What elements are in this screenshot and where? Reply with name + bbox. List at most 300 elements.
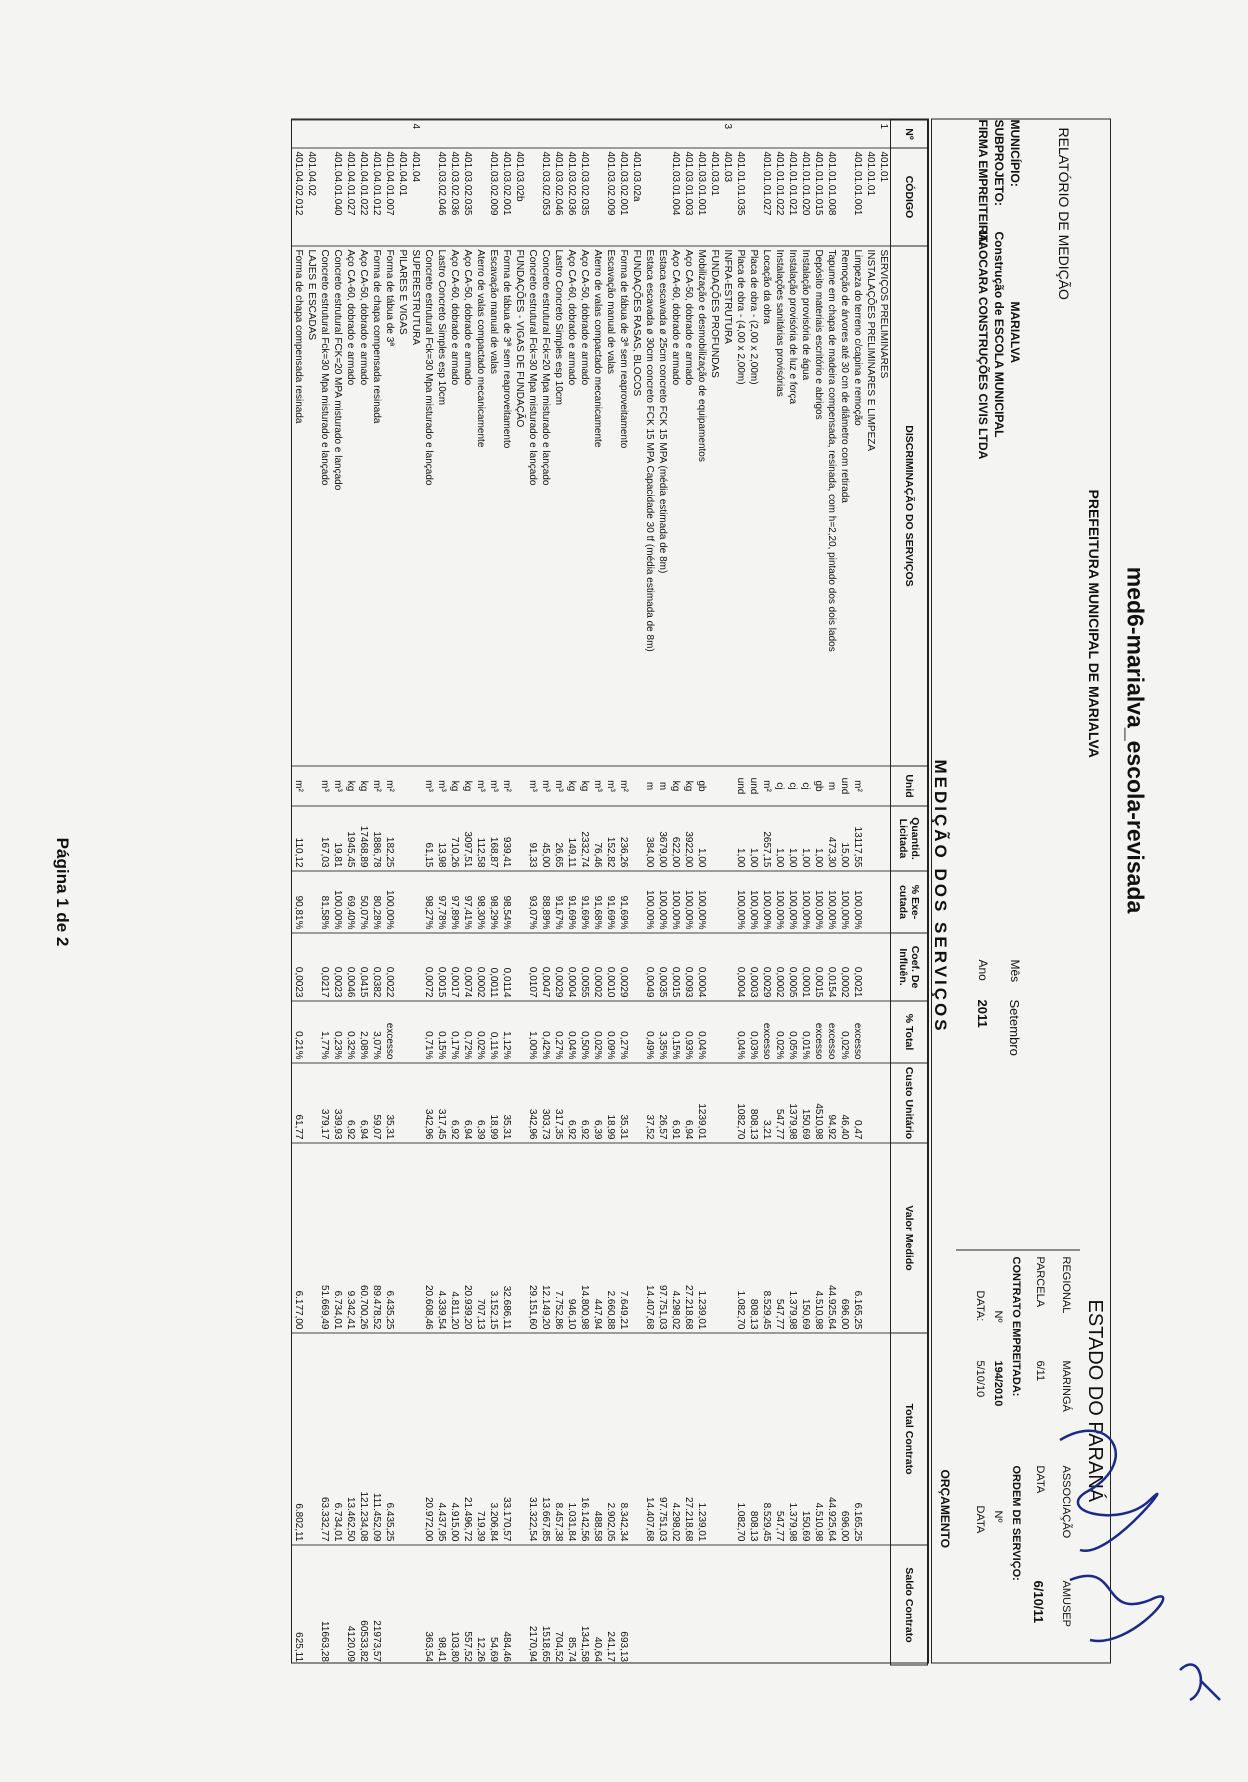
table-cell: 447,94 — [591, 1143, 604, 1333]
table-cell: Estaca escavada ø 25cm concreto FCK 15 MPA (média estimada de 8m) — [656, 246, 669, 766]
table-cell: 98,29% — [487, 871, 500, 933]
table-cell: 3 — [721, 120, 734, 148]
table-cell — [422, 120, 435, 148]
table-row — [812, 120, 825, 1665]
table-cell — [708, 806, 721, 871]
table-cell: 15,00 — [838, 806, 851, 871]
table-cell: 8.529,45 — [760, 1143, 773, 1333]
table-cell — [721, 1063, 734, 1143]
table-cell: m³ — [422, 766, 435, 806]
table-cell — [617, 120, 630, 148]
table-cell: 0,0015 — [435, 933, 448, 1001]
table-cell: 401.04.01.040 — [331, 148, 344, 246]
table-cell: 6,92 — [565, 1063, 578, 1143]
table-cell: 693,13 — [617, 1545, 630, 1665]
table-cell: 0,0015 — [669, 933, 682, 1001]
table-cell — [877, 766, 891, 806]
table-cell — [357, 120, 370, 148]
table-cell: 401.03.02.036 — [448, 148, 461, 246]
medicao-title: MEDIÇÃO DOS SERVIÇOS — [931, 759, 950, 1034]
table-cell: Aço CA-60, dobrado e armado — [565, 246, 578, 766]
table-cell — [721, 933, 734, 1001]
table-cell: 401.01.01.035 — [734, 148, 747, 246]
table-cell — [305, 1333, 318, 1545]
table-cell: gb — [695, 766, 708, 806]
table-cell: m² — [760, 766, 773, 806]
table-cell: 401.01.01.015 — [812, 148, 825, 246]
table-cell: Escavação manual de valas — [487, 246, 500, 766]
table-cell — [292, 120, 305, 148]
table-cell: 11663,28 — [318, 1545, 331, 1665]
table-cell: 100,00% — [656, 871, 669, 933]
table-cell: INSTALAÇÕES PRELIMINARES E LIMPEZA — [864, 246, 877, 766]
table-cell: 40,64 — [591, 1545, 604, 1665]
table-row — [773, 120, 786, 1665]
table-cell: Remoção de árvores até 30 cm de diâmetro com retirada — [838, 246, 851, 766]
table-cell — [864, 1333, 877, 1545]
table-cell — [396, 871, 409, 933]
table-cell — [409, 1545, 422, 1665]
table-cell: 1,00 — [799, 806, 812, 871]
table-cell: 401.03.01.004 — [669, 148, 682, 246]
table-cell: 100,00% — [682, 871, 695, 933]
table-cell — [825, 1545, 838, 1665]
table-cell: 401.04.02 — [305, 148, 318, 246]
table-cell: 12,26 — [474, 1545, 487, 1665]
table-cell: 0,0114 — [500, 933, 513, 1001]
table-cell: 6,94 — [682, 1063, 695, 1143]
table-cell: m³ — [591, 766, 604, 806]
table-cell: 401.04 — [409, 148, 422, 246]
table-cell — [331, 120, 344, 148]
table-cell: m³ — [474, 766, 487, 806]
table-cell: 1,00 — [812, 806, 825, 871]
table-cell: 27.218,68 — [682, 1143, 695, 1333]
table-cell: 97.751,03 — [656, 1143, 669, 1333]
table-cell — [877, 806, 891, 871]
table-cell: 31.322,54 — [526, 1333, 539, 1545]
table-cell: 1341,58 — [578, 1545, 591, 1665]
table-cell — [851, 120, 864, 148]
table-row — [552, 120, 565, 1665]
table-body — [292, 120, 891, 1665]
table-cell: m² — [617, 766, 630, 806]
table-cell: 0,0074 — [461, 933, 474, 1001]
table-cell: 401.03.02.046 — [435, 148, 448, 246]
table-cell — [864, 933, 877, 1001]
table-row — [617, 120, 630, 1665]
table-cell — [591, 120, 604, 148]
table-cell: 6,92 — [578, 1063, 591, 1143]
table-cell — [734, 120, 747, 148]
table-cell: 1.082,70 — [734, 1143, 747, 1333]
table-cell: 91,33 — [526, 806, 539, 871]
table-cell: 401.03.02.035 — [578, 148, 591, 246]
table-cell — [669, 120, 682, 148]
table-cell: 13117,55 — [851, 806, 864, 871]
table-cell: 6.734,01 — [331, 1143, 344, 1333]
table-cell: 1886,78 — [370, 806, 383, 871]
table-cell: 14.407,68 — [643, 1143, 656, 1333]
table-cell: 1 — [877, 120, 891, 148]
table-cell — [513, 1333, 526, 1545]
table-cell: m² — [500, 766, 513, 806]
table-cell: 6.165,25 — [851, 1143, 864, 1333]
table-cell: 0,15% — [435, 1001, 448, 1063]
table-cell — [448, 120, 461, 148]
table-cell: 0,0047 — [539, 933, 552, 1001]
table-cell: 6,92 — [448, 1063, 461, 1143]
table-cell: m² — [383, 766, 396, 806]
table-cell — [474, 148, 487, 246]
table-cell — [513, 871, 526, 933]
table-cell: 401.04.01.007 — [383, 148, 396, 246]
table-cell — [305, 1001, 318, 1063]
table-cell — [513, 766, 526, 806]
table-cell: kg — [357, 766, 370, 806]
table-row — [448, 120, 461, 1665]
table-cell — [812, 1545, 825, 1665]
table-cell: 0,0001 — [799, 933, 812, 1001]
table-cell: Aterro de valas compactado mecanicamente — [591, 246, 604, 766]
table-cell: 401.03.02.009 — [487, 148, 500, 246]
table-cell: cj — [786, 766, 799, 806]
table-cell: Forma de chapa compensada resinada — [292, 246, 305, 766]
table-cell — [513, 806, 526, 871]
table-cell — [630, 1545, 643, 1665]
table-cell: 2657,15 — [760, 806, 773, 871]
table-cell: FUNDAÇÕES - VIGAS DE FUNDAÇÃO — [513, 246, 526, 766]
table-cell: 401.03.02.035 — [461, 148, 474, 246]
table-cell: 6,94 — [461, 1063, 474, 1143]
table-cell — [838, 148, 851, 246]
table-cell — [513, 1063, 526, 1143]
table-cell — [682, 120, 695, 148]
table-cell: 401.01.01 — [864, 148, 877, 246]
table-cell — [721, 871, 734, 933]
table-cell — [396, 766, 409, 806]
table-cell: 0,0022 — [383, 933, 396, 1001]
table-cell: 1,77% — [318, 1001, 331, 1063]
table-cell: 1239,01 — [695, 1063, 708, 1143]
table-cell: 0,0004 — [565, 933, 578, 1001]
table-cell: 0,27% — [617, 1001, 630, 1063]
table-cell: 93,07% — [526, 871, 539, 933]
table-cell: 0,02% — [474, 1001, 487, 1063]
table-cell: 0,0029 — [617, 933, 630, 1001]
table-cell: 401.04.01 — [396, 148, 409, 246]
table-cell: 1,00 — [773, 806, 786, 871]
table-cell: m³ — [539, 766, 552, 806]
table-cell: 3097,51 — [461, 806, 474, 871]
table-row — [734, 120, 747, 1665]
table-cell: 547,77 — [773, 1333, 786, 1545]
table-cell: 557,52 — [461, 1545, 474, 1665]
table-cell: 19,81 — [331, 806, 344, 871]
table-row — [747, 120, 760, 1665]
table-cell — [695, 120, 708, 148]
table-cell: PILARES E VIGAS — [396, 246, 409, 766]
table-cell: 1.379,98 — [786, 1333, 799, 1545]
table-cell: 44.925,64 — [825, 1333, 838, 1545]
table-cell: 625,11 — [292, 1545, 305, 1665]
table-cell — [487, 120, 500, 148]
table-cell: Aço CA-60, dobrado e armado — [448, 246, 461, 766]
table-cell: 401.01.01.008 — [825, 148, 838, 246]
table-cell: 0,72% — [461, 1001, 474, 1063]
table-cell: 50,07% — [357, 871, 370, 933]
table-cell: 6,94 — [357, 1063, 370, 1143]
table-cell: kg — [682, 766, 695, 806]
table-cell — [708, 1143, 721, 1333]
table-cell: 4.437,95 — [435, 1333, 448, 1545]
table-cell: 3,35% — [656, 1001, 669, 1063]
table-cell: Aço CA-60, dobrado e armado — [344, 246, 357, 766]
table-cell: Lastro Concreto Simples esp 10cm — [435, 246, 448, 766]
table-cell: 100,00% — [747, 871, 760, 933]
table-header — [891, 120, 928, 1665]
table-cell — [409, 1143, 422, 1333]
table-cell: Concreto estrutural Fck=30 Mpa misturado e lançado — [318, 246, 331, 766]
measurement-sheet — [113, 119, 1111, 1664]
table-cell: 100,00% — [812, 871, 825, 933]
table-cell: 98,41 — [435, 1545, 448, 1665]
table-row — [877, 120, 891, 1665]
table-cell: 0,0002 — [773, 933, 786, 1001]
table-cell: 110,12 — [292, 806, 305, 871]
table-cell — [409, 1063, 422, 1143]
table-cell: kg — [461, 766, 474, 806]
table-cell: 0,0029 — [552, 933, 565, 1001]
table-cell: Aço CA-60, dobrado e armado — [669, 246, 682, 766]
table-cell — [643, 120, 656, 148]
table-cell — [708, 933, 721, 1001]
table-cell: 2.902,05 — [604, 1333, 617, 1545]
table-cell: Forma de chapa compensada resinada — [370, 246, 383, 766]
table-cell: 35,31 — [383, 1063, 396, 1143]
table-cell: 808,13 — [747, 1143, 760, 1333]
table-cell: 8.342,34 — [617, 1333, 630, 1545]
table-cell: 6.165,25 — [851, 1333, 864, 1545]
column-header: Nº — [891, 120, 928, 148]
table-cell: 384,00 — [643, 806, 656, 871]
table-cell: 0,32% — [344, 1001, 357, 1063]
table-cell — [305, 766, 318, 806]
table-cell: excesso — [825, 1001, 838, 1063]
table-cell: 0,27% — [552, 1001, 565, 1063]
table-cell: 45,00 — [539, 806, 552, 871]
table-cell — [396, 1063, 409, 1143]
table-cell: 0,11% — [487, 1001, 500, 1063]
table-cell — [396, 120, 409, 148]
table-cell: 401.03.02b — [513, 148, 526, 246]
table-cell: 0,04% — [565, 1001, 578, 1063]
table-cell: 339,93 — [331, 1063, 344, 1143]
table-cell: 401.04.01.022 — [357, 148, 370, 246]
table-cell: 168,87 — [487, 806, 500, 871]
table-cell: 94,92 — [825, 1063, 838, 1143]
table-cell: und — [838, 766, 851, 806]
table-cell — [526, 120, 539, 148]
table-cell: m — [643, 766, 656, 806]
table-cell: 3,21 — [760, 1063, 773, 1143]
table-cell — [383, 1545, 396, 1665]
table-cell — [877, 1001, 891, 1063]
table-cell: 89.478,52 — [370, 1143, 383, 1333]
table-cell: 112,58 — [474, 806, 487, 871]
table-cell: Aterro de valas compactado mecanicamente — [474, 246, 487, 766]
table-cell: 90,81% — [292, 871, 305, 933]
table-cell: 0,0035 — [656, 933, 669, 1001]
table-cell: 51.669,49 — [318, 1143, 331, 1333]
table-cell: 0,02% — [773, 1001, 786, 1063]
table-cell: 707,13 — [474, 1143, 487, 1333]
table-cell: 150,69 — [799, 1063, 812, 1143]
table-cell: 0,0154 — [825, 933, 838, 1001]
table-row — [396, 120, 409, 1665]
table-row — [435, 120, 448, 1665]
table-cell: gb — [812, 766, 825, 806]
table-cell — [513, 933, 526, 1001]
table-cell: 342,96 — [422, 1063, 435, 1143]
table-cell — [656, 1545, 669, 1665]
table-cell: und — [734, 766, 747, 806]
table-cell: 46,40 — [838, 1063, 851, 1143]
table-cell — [656, 120, 669, 148]
table-cell: kg — [578, 766, 591, 806]
table-cell — [877, 1063, 891, 1143]
table-cell: 8.457,38 — [552, 1333, 565, 1545]
table-cell: 622,00 — [669, 806, 682, 871]
table-cell: 4 — [409, 120, 422, 148]
table-row — [383, 120, 396, 1665]
table-cell: 98,54% — [500, 871, 513, 933]
table-row — [695, 120, 708, 1665]
table-cell: 2.660,88 — [604, 1143, 617, 1333]
table-cell: m³ — [487, 766, 500, 806]
table-cell — [708, 1001, 721, 1063]
table-cell: 0,71% — [422, 1001, 435, 1063]
table-cell — [409, 1001, 422, 1063]
table-cell — [565, 120, 578, 148]
table-cell: 37,52 — [643, 1063, 656, 1143]
table-cell: 401.03.02.001 — [500, 148, 513, 246]
table-row — [331, 120, 344, 1665]
table-cell: 60533,82 — [357, 1545, 370, 1665]
table-cell: 401.03.02a — [630, 148, 643, 246]
table-row — [305, 120, 318, 1665]
table-cell — [799, 1545, 812, 1665]
table-cell: 0,17% — [448, 1001, 461, 1063]
table-cell: 167,03 — [318, 806, 331, 871]
table-row — [708, 120, 721, 1665]
table-cell: 61,15 — [422, 806, 435, 871]
table-cell: m³ — [331, 766, 344, 806]
table-cell — [747, 1545, 760, 1665]
column-header: % Exe- cutada — [891, 871, 928, 933]
table-cell — [630, 871, 643, 933]
contract-info-box: REGIONAL MARINGÁ ASSOCIAÇÃO AMUSEP PARCELA 6/11 DATA 6/10/11 CONTRATO EMPREITADA: ORDEM DE SERVIÇO: Nº 194/2010 Nº DATA: 5/10/10 DATA — [956, 1250, 1080, 1665]
table-cell: 149,11 — [565, 806, 578, 871]
table-cell: 69,40% — [344, 871, 357, 933]
table-row — [682, 120, 695, 1665]
table-cell — [851, 1545, 864, 1665]
table-cell — [838, 1545, 851, 1665]
table-cell: 0,0004 — [734, 933, 747, 1001]
table-cell: Aço CA-50, dobrado e armado — [578, 246, 591, 766]
table-cell: kg — [565, 766, 578, 806]
table-cell: 1,00% — [526, 1001, 539, 1063]
table-cell — [656, 148, 669, 246]
table-cell: 6,39 — [591, 1063, 604, 1143]
table-cell: 91,68% — [591, 871, 604, 933]
table-cell: Instalação provisória de luz e força — [786, 246, 799, 766]
table-cell: 59,07 — [370, 1063, 383, 1143]
table-cell: 2,08% — [357, 1001, 370, 1063]
file-title: med6-marialva_escola-revisada — [1122, 566, 1149, 914]
table-cell: 6.435,25 — [383, 1143, 396, 1333]
table-cell: 21973,57 — [370, 1545, 383, 1665]
table-cell: 401.04.01.027 — [344, 148, 357, 246]
table-cell: Aço CA-50, dobrado e armado — [682, 246, 695, 766]
table-cell — [812, 120, 825, 148]
table-cell: 100,00% — [851, 871, 864, 933]
table-cell — [864, 766, 877, 806]
table-cell — [305, 120, 318, 148]
table-cell: SERVIÇOS PRELIMINARES — [877, 246, 891, 766]
table-cell — [396, 1001, 409, 1063]
table-cell: 0,49% — [643, 1001, 656, 1063]
table-cell: 1518,65 — [539, 1545, 552, 1665]
table-cell — [695, 1545, 708, 1665]
table-cell: 547,77 — [773, 1143, 786, 1333]
table-cell: SUPERESTRUTURA — [409, 246, 422, 766]
table-cell: 0,0382 — [370, 933, 383, 1001]
table-cell: 0,05% — [786, 1001, 799, 1063]
table-cell: 2332,74 — [578, 806, 591, 871]
table-cell: 303,73 — [539, 1063, 552, 1143]
table-cell: 0,0010 — [604, 933, 617, 1001]
table-cell — [396, 1333, 409, 1545]
table-cell — [409, 871, 422, 933]
table-cell: 473,30 — [825, 806, 838, 871]
table-cell: 150,69 — [799, 1143, 812, 1333]
table-cell: 63.332,77 — [318, 1333, 331, 1545]
table-cell: 100,00% — [825, 871, 838, 933]
table-cell: Concreto estrutural FCK=20 MPA misturado e lançado — [331, 246, 344, 766]
table-cell — [682, 1545, 695, 1665]
table-cell: FUNDAÇÕES RASAS, BLOCOS — [630, 246, 643, 766]
table-cell — [760, 120, 773, 148]
table-cell: 88,89% — [539, 871, 552, 933]
table-cell — [786, 120, 799, 148]
table-cell: 401.01 — [877, 148, 891, 246]
table-cell — [630, 120, 643, 148]
table-cell: m² — [292, 766, 305, 806]
table-cell: 0,0107 — [526, 933, 539, 1001]
table-cell: 0,0002 — [838, 933, 851, 1001]
table-row — [487, 120, 500, 1665]
table-row — [643, 120, 656, 1665]
table-cell: 241,17 — [604, 1545, 617, 1665]
table-cell — [305, 1143, 318, 1333]
table-cell — [708, 1063, 721, 1143]
table-cell — [877, 933, 891, 1001]
table-cell: 26,57 — [656, 1063, 669, 1143]
table-cell: 97,78% — [435, 871, 448, 933]
table-cell — [422, 148, 435, 246]
table-cell: 1,00 — [695, 806, 708, 871]
